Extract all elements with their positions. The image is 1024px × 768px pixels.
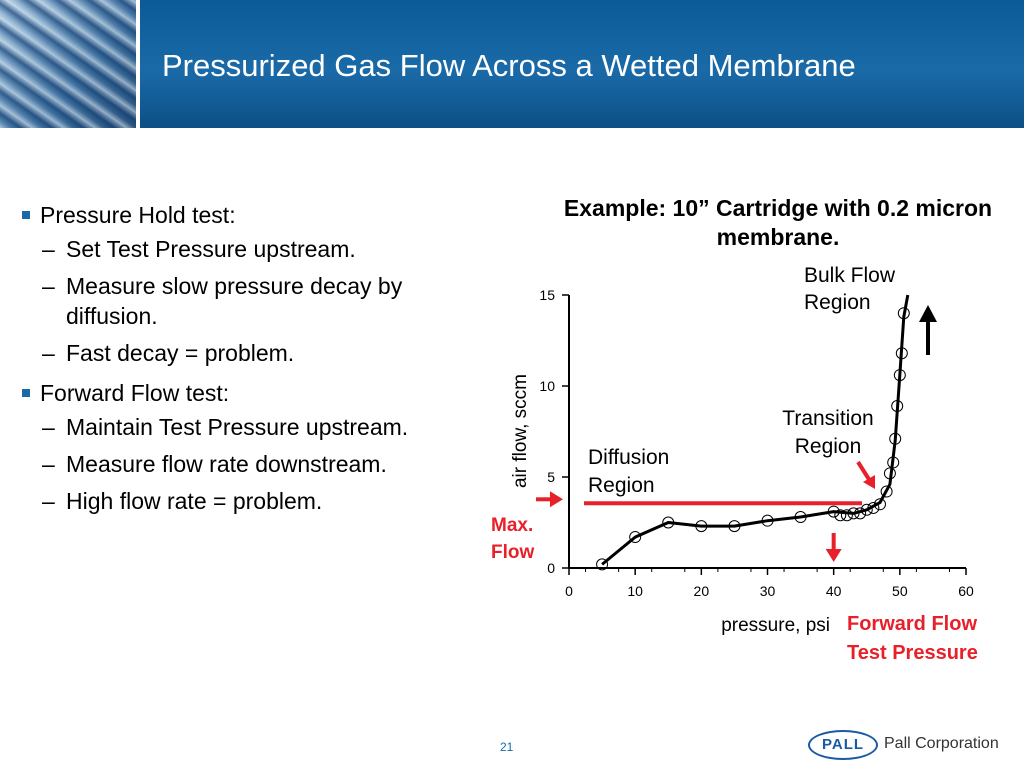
dash-marker: – [42, 340, 55, 366]
sub-bullet-text: Measure flow rate downstream. [66, 451, 387, 477]
bullet-square-icon [22, 389, 30, 397]
y-tick-label: 5 [547, 469, 555, 485]
x-tick-label: 60 [958, 583, 974, 599]
bullet-pressure-hold [22, 200, 482, 230]
max-flow-label: Max. Flow [491, 515, 535, 563]
sub-bullet-text: Measure slow pressure decay by diffusion. [66, 273, 403, 329]
sub-bullet-text: High flow rate = problem. [66, 488, 323, 514]
flow-chart [480, 255, 1024, 675]
sub-bullet-text: Fast decay = problem. [66, 340, 295, 366]
test-pressure-arrow-head [826, 549, 842, 562]
sub-bullet-text: Maintain Test Pressure upstream. [66, 414, 409, 440]
dash-marker: – [42, 414, 55, 440]
company-name: Pall Corporation [884, 735, 999, 752]
bullet-square-icon [22, 211, 30, 219]
x-axis-label: pressure, psi [721, 615, 830, 636]
page-number: 21 [500, 740, 514, 754]
x-tick-label: 20 [693, 583, 710, 599]
transition-label: Transition Region [782, 407, 874, 458]
bullet-heading: Pressure Hold test: [40, 202, 236, 228]
sub-bullet [22, 271, 482, 331]
dash-marker: – [42, 488, 55, 514]
dash-marker: – [42, 236, 55, 262]
forward-flow-label: Forward Flow Test Pressure [847, 613, 978, 664]
bulk-flow-arrow-head [919, 305, 937, 322]
y-tick-label: 0 [547, 560, 555, 576]
y-tick-label: 10 [539, 378, 555, 394]
dash-marker: – [42, 273, 55, 299]
x-tick-label: 50 [892, 583, 908, 599]
header-bar [0, 0, 1024, 128]
x-tick-label: 0 [565, 583, 573, 599]
bulk-flow-label: Bulk Flow Region [804, 264, 896, 314]
bullet-heading: Forward Flow test: [40, 380, 230, 406]
chart-title: Example: 10” Cartridge with 0.2 micron membrane. [563, 195, 993, 250]
transition-arrow-shaft [858, 462, 870, 481]
y-axis-label: air flow, sccm [510, 373, 531, 489]
header-photo [0, 0, 140, 128]
slide-title: Pressurized Gas Flow Across a Wetted Membrane [162, 48, 856, 83]
sub-bullet [22, 234, 482, 264]
bullet-list [22, 200, 482, 523]
sub-bullet [22, 449, 482, 479]
y-tick-label: 15 [539, 287, 555, 303]
x-tick-label: 10 [627, 583, 643, 599]
sub-bullet [22, 486, 482, 516]
pall-logo: PALL [808, 730, 878, 760]
sub-bullet [22, 412, 482, 442]
dash-marker: – [42, 451, 55, 477]
max-flow-arrow-head [550, 491, 563, 507]
sub-bullet-text: Set Test Pressure upstream. [66, 236, 356, 262]
bullet-forward-flow [22, 378, 482, 408]
sub-bullet [22, 338, 482, 368]
diffusion-label: Diffusion Region [588, 446, 670, 497]
x-tick-label: 30 [759, 583, 776, 599]
x-tick-label: 40 [825, 583, 842, 599]
